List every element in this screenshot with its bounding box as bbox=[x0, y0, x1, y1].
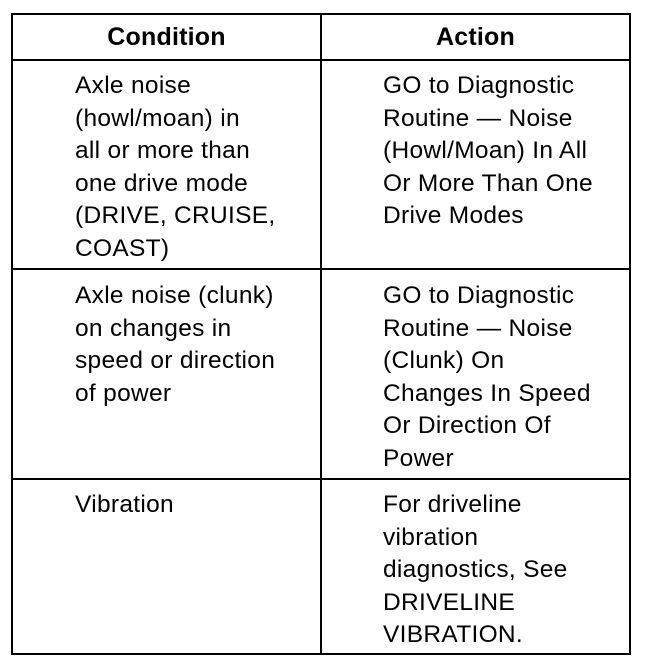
header-divider bbox=[13, 59, 629, 61]
header-action: Action bbox=[436, 22, 515, 51]
row-2-condition: Axle noise (clunk) on changes in speed or direction of power bbox=[75, 282, 276, 407]
row-3-condition: Vibration bbox=[75, 491, 174, 518]
row-divider-2 bbox=[13, 478, 629, 480]
diagnostic-table bbox=[11, 13, 631, 655]
header-condition: Condition bbox=[107, 22, 226, 51]
row-divider-1 bbox=[13, 268, 629, 270]
row-1-action: GO to Diagnostic Routine — Noise (Howl/Moan) In All Or More Than One Drive Modes bbox=[383, 72, 593, 229]
row-2-action: GO to Diagnostic Routine — Noise (Clunk) On Changes In Speed Or Direction Of Power bbox=[383, 282, 591, 472]
row-3-action: For driveline vibration diagnostics, See DRIVELINE VIBRATION. bbox=[383, 491, 568, 648]
column-divider bbox=[320, 15, 322, 653]
row-1-condition: Axle noise (howl/moan) in all or more than one drive mode (DRIVE, CRUISE, COAST) bbox=[75, 72, 276, 262]
